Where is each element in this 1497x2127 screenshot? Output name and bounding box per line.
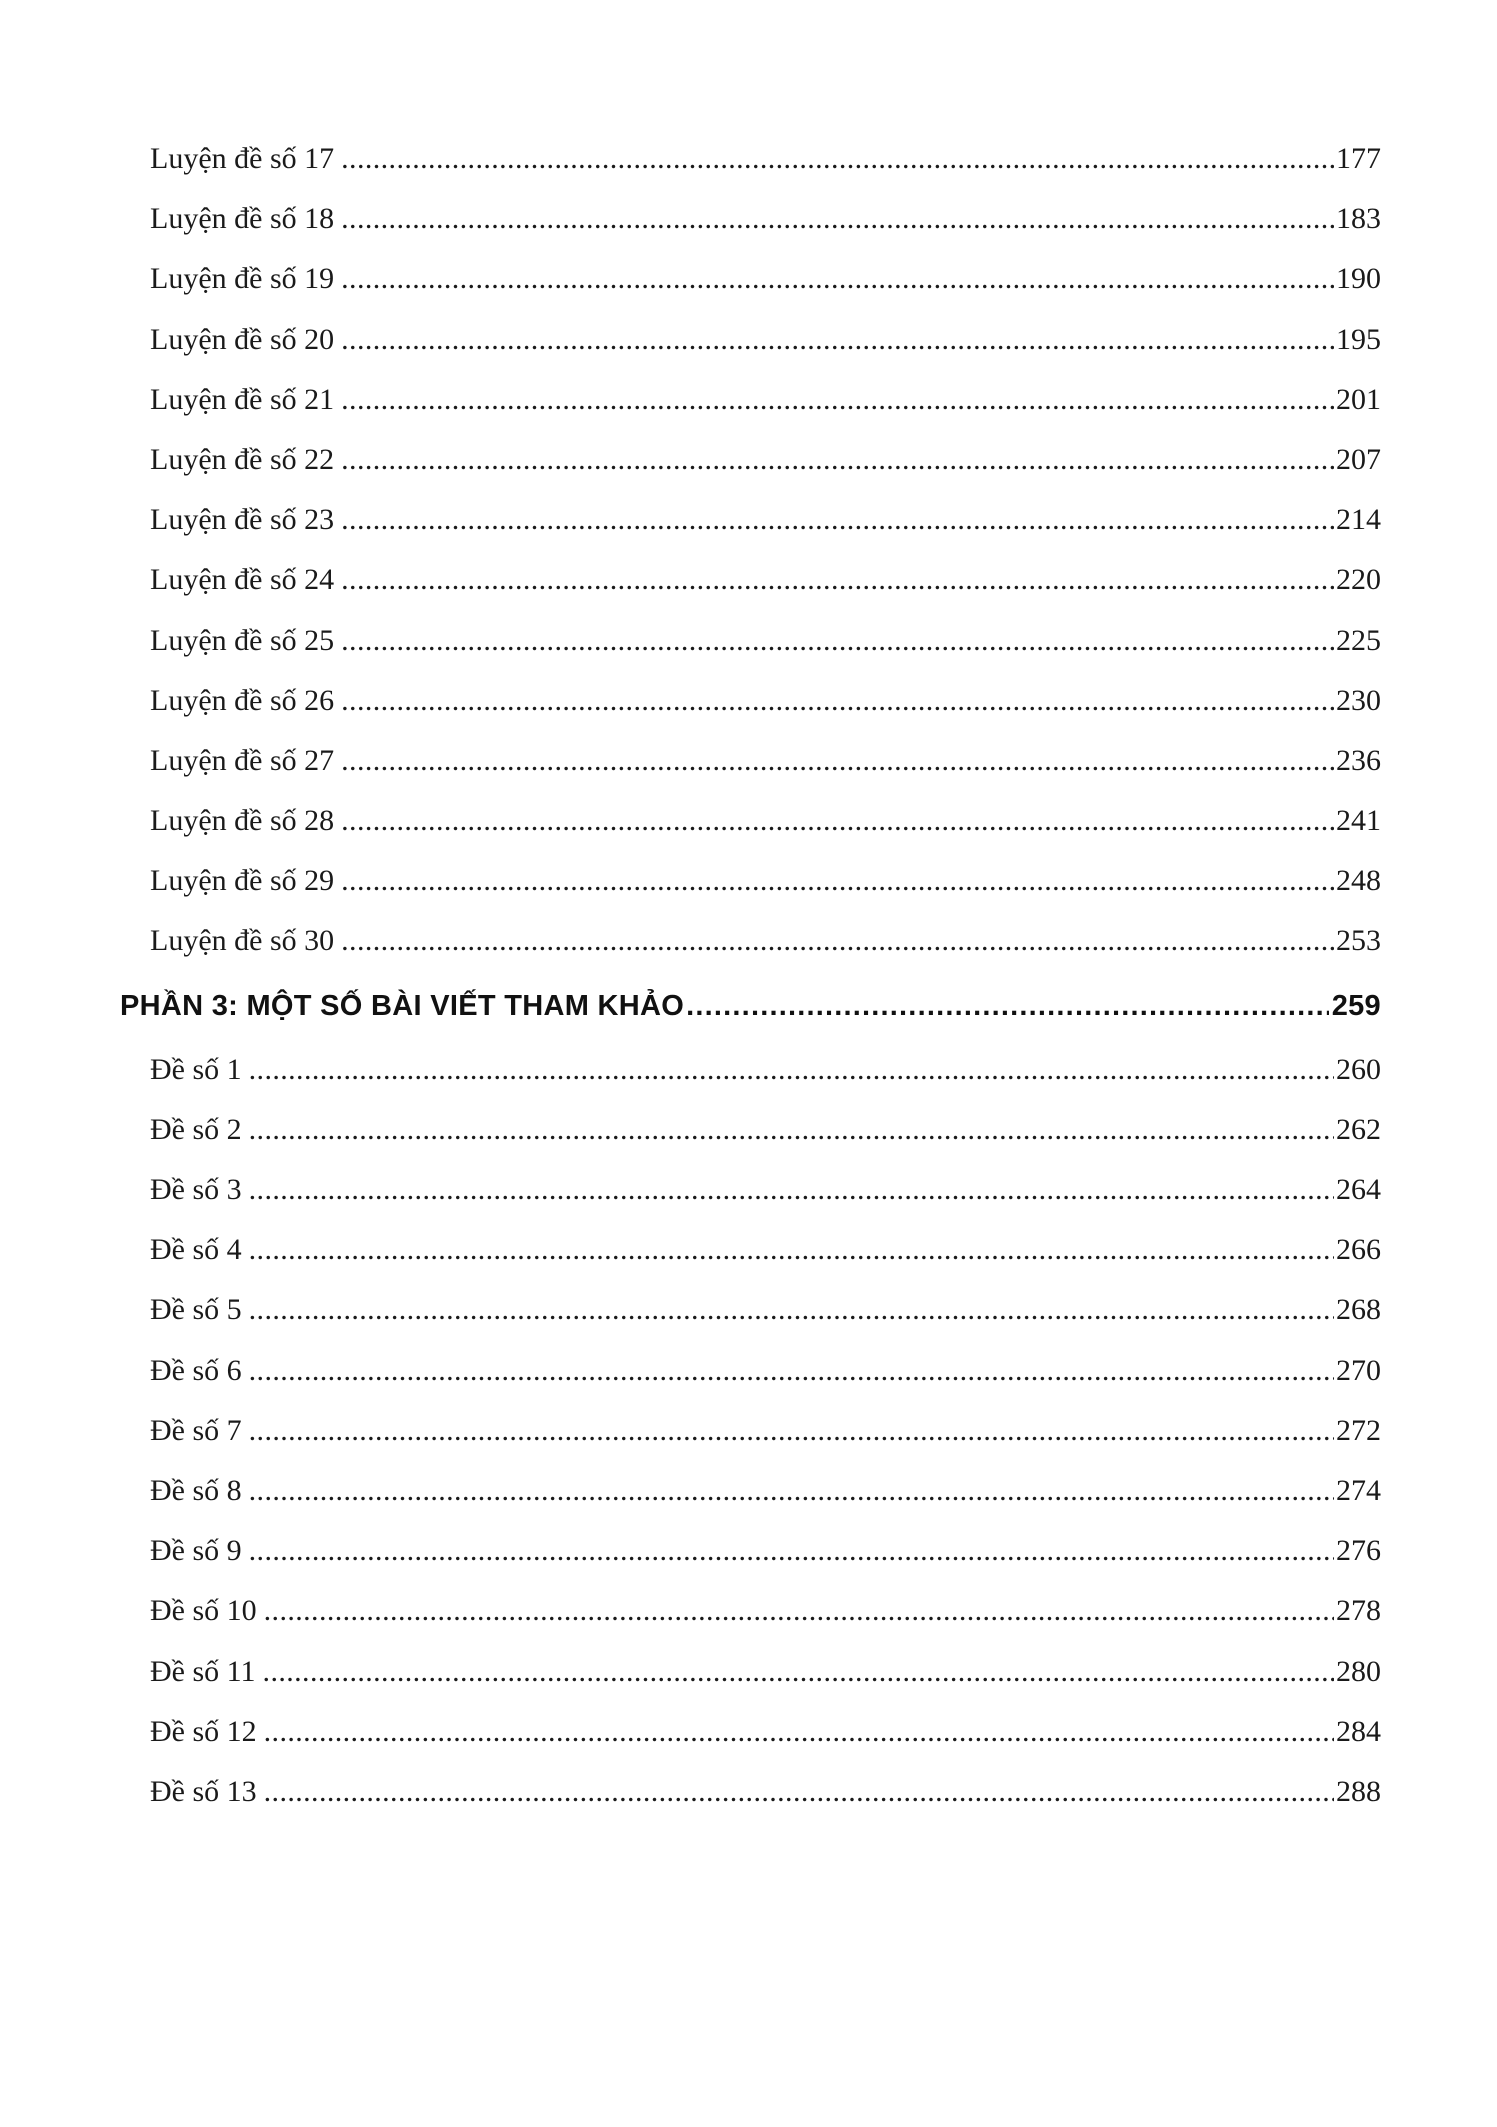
dot-leader [341,611,1334,671]
toc-entry [120,249,1381,309]
toc-entry [120,1220,1381,1280]
toc-entry-page-number: 288 [1336,1774,1381,1808]
toc-entry-label: Luyện đề số 28 [150,804,335,838]
dot-leader [249,1220,1334,1280]
dot-leader [249,1160,1334,1220]
toc-entry-page-number: 230 [1336,683,1381,717]
toc-entry-label: Luyện đề số 23 [150,503,335,537]
toc-entry-label: Luyện đề số 17 [150,142,335,175]
toc-entry [120,550,1381,610]
dot-leader [249,1280,1334,1340]
toc-entry-page-number: 177 [1336,142,1381,175]
toc-entry-page-number: 241 [1336,804,1381,838]
toc-entry-page-number: 225 [1336,623,1381,657]
toc-part-page-number: 259 [1331,989,1381,1022]
dot-leader [341,430,1334,490]
dot-leader [341,731,1334,791]
toc-entry-label: Đề số 4 [150,1233,242,1267]
toc-entry-page-number: 260 [1336,1052,1381,1086]
toc-entry-label: Đề số 5 [150,1293,242,1327]
toc-entry [120,310,1381,370]
dot-leader [249,1040,1334,1100]
toc-entry-page-number: 236 [1336,743,1381,777]
dot-leader [341,189,1334,249]
toc-entry-label: Đề số 7 [150,1413,242,1447]
toc-entry-page-number: 276 [1336,1534,1381,1568]
toc-entry-label: Đề số 13 [150,1774,257,1808]
dot-leader [249,1341,1334,1401]
dot-leader [341,550,1334,610]
dot-leader [341,851,1334,911]
toc-entry-label: Đề số 9 [150,1534,242,1568]
dot-leader [341,249,1334,309]
toc-part-label: PHẦN 3: MỘT SỐ BÀI VIẾT THAM KHẢO [120,989,685,1022]
toc-entry-page-number: 253 [1336,924,1381,958]
toc-entry-label: Đề số 12 [150,1714,257,1748]
toc-entry-label: Luyện đề số 21 [150,382,335,416]
toc-entry [120,671,1381,731]
table-of-contents [120,129,1381,1822]
toc-entry [120,1642,1381,1702]
toc-entry-page-number: 248 [1336,864,1381,898]
toc-entry [120,851,1381,911]
toc-entry-page-number: 207 [1336,442,1381,476]
toc-entry-label: Đề số 10 [150,1594,257,1628]
dot-leader [341,310,1334,370]
toc-entry [120,129,1381,189]
dot-leader [686,972,1329,1040]
toc-entry-label: Luyện đề số 24 [150,563,335,597]
toc-entry-label: Luyện đề số 19 [150,262,335,296]
toc-entry-page-number: 280 [1336,1654,1381,1688]
toc-entry-label: Luyện đề số 25 [150,623,335,657]
dot-leader [341,129,1334,189]
toc-entry [120,911,1381,971]
toc-entry-label: Đề số 2 [150,1112,242,1146]
toc-entry [120,490,1381,550]
toc-entry [120,1521,1381,1581]
dot-leader [249,1401,1334,1461]
toc-entry [120,1100,1381,1160]
toc-entry-label: Đề số 11 [150,1654,256,1688]
dot-leader [341,370,1334,430]
toc-entry-label: Luyện đề số 27 [150,743,335,777]
toc-entry-page-number: 220 [1336,563,1381,597]
toc-entry-page-number: 190 [1336,262,1381,296]
toc-entry [120,1040,1381,1100]
dot-leader [264,1702,1334,1762]
toc-entry [120,731,1381,791]
toc-entry [120,1341,1381,1401]
toc-entry-label: Luyện đề số 26 [150,683,335,717]
toc-entry-page-number: 278 [1336,1594,1381,1628]
toc-entry-page-number: 268 [1336,1293,1381,1327]
dot-leader [341,791,1334,851]
toc-entry-label: Luyện đề số 18 [150,202,335,236]
toc-entry-page-number: 272 [1336,1413,1381,1447]
dot-leader [249,1461,1334,1521]
toc-entry-page-number: 183 [1336,202,1381,236]
toc-entry-label: Đề số 8 [150,1473,242,1507]
toc-entry [120,1280,1381,1340]
dot-leader [264,1762,1334,1822]
toc-entry-page-number: 274 [1336,1473,1381,1507]
toc-entry-label: Luyện đề số 22 [150,442,335,476]
toc-entry [120,189,1381,249]
toc-entry-label: Đề số 1 [150,1052,242,1086]
toc-entry-page-number: 201 [1336,382,1381,416]
toc-entry-page-number: 266 [1336,1233,1381,1267]
toc-entry-label: Đề số 3 [150,1173,242,1206]
dot-leader [341,911,1334,971]
toc-entry-page-number: 214 [1336,503,1381,537]
toc-entry-label: Đề số 6 [150,1353,242,1387]
toc-entry [120,1160,1381,1220]
dot-leader [249,1100,1334,1160]
toc-entry [120,1581,1381,1641]
dot-leader [264,1581,1334,1641]
toc-entry [120,1461,1381,1521]
toc-entry-page-number: 264 [1336,1173,1381,1206]
dot-leader [341,490,1334,550]
toc-entry-page-number: 195 [1336,322,1381,356]
toc-entry-label: Luyện đề số 29 [150,864,335,898]
dot-leader [249,1521,1334,1581]
toc-entry [120,611,1381,671]
toc-entry-page-number: 284 [1336,1714,1381,1748]
toc-entry [120,1762,1381,1822]
dot-leader [263,1642,1334,1702]
toc-entry-label: Luyện đề số 20 [150,322,335,356]
toc-entry [120,430,1381,490]
toc-part-heading [120,972,1381,1040]
toc-entry-label: Luyện đề số 30 [150,924,335,958]
toc-entry-page-number: 270 [1336,1353,1381,1387]
toc-entry [120,370,1381,430]
dot-leader [341,671,1334,731]
toc-entry-page-number: 262 [1336,1112,1381,1146]
toc-entry [120,1702,1381,1762]
toc-entry [120,1401,1381,1461]
toc-entry [120,791,1381,851]
